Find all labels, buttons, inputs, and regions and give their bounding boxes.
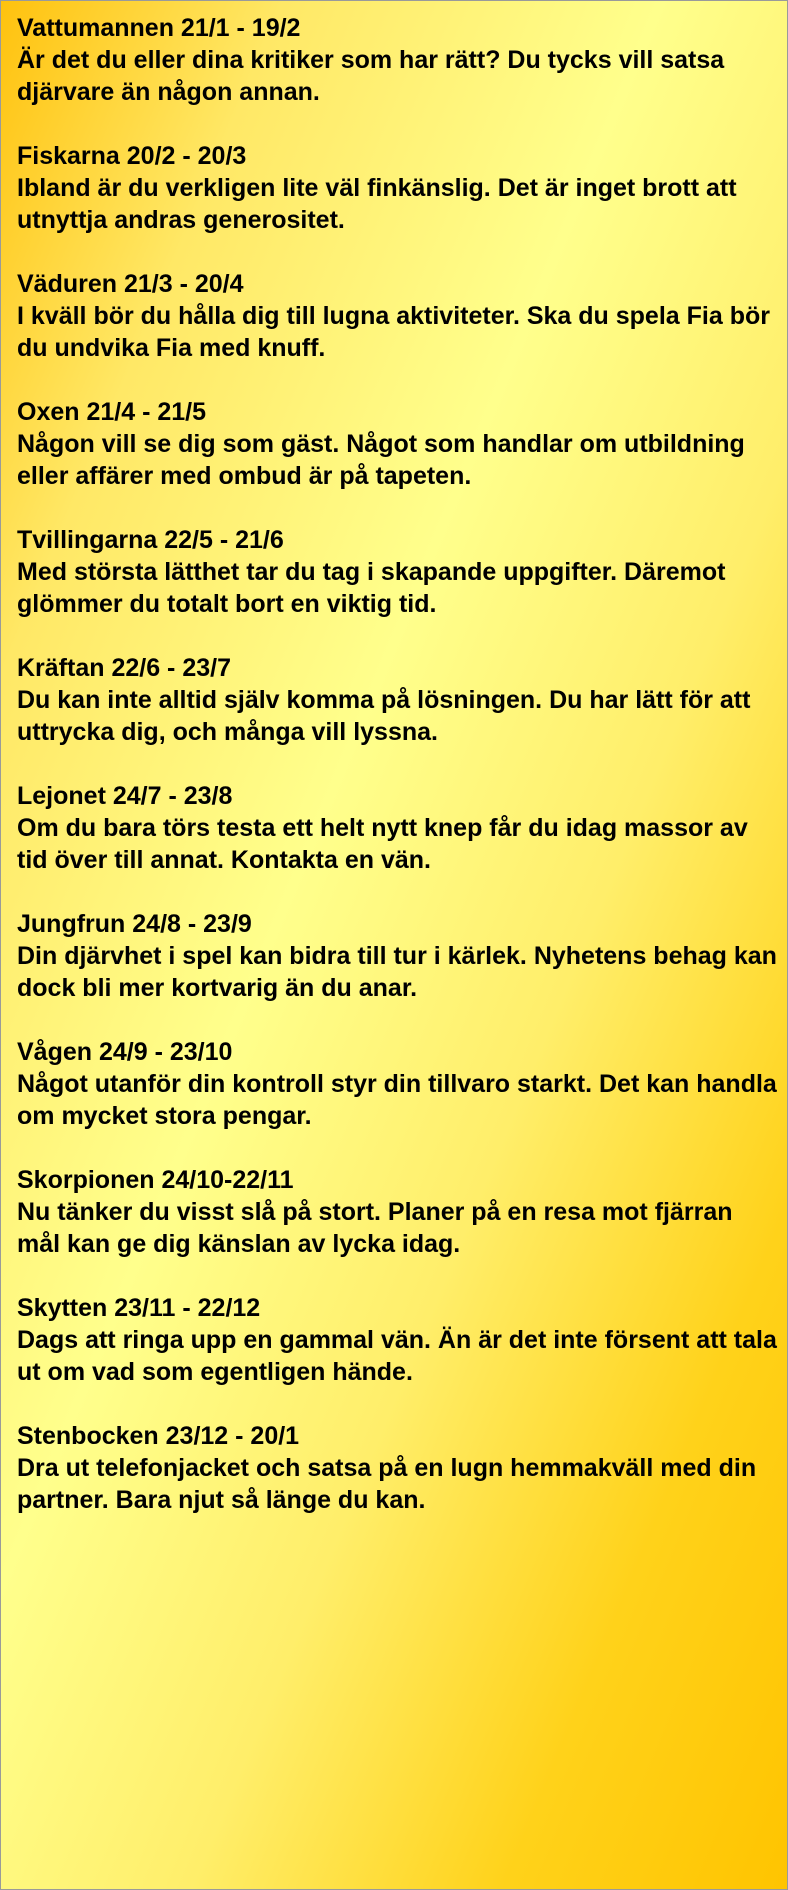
entry-heading: Vågen 24/9 - 23/10 [17,1038,233,1066]
horoscope-entry-vaduren [17,268,777,364]
entry-text: Dags att ringa upp en gammal vän. Än är det inte försent att tala ut om vad som egentligen hände. [17,1326,777,1386]
entry-text: I kväll bör du hålla dig till lugna aktiviteter. Ska du spela Fia bör du undvika Fia med knuff. [17,302,770,362]
horoscope-list [17,12,777,1548]
horoscope-entry-vagen [17,1036,777,1132]
entry-text: Något utanför din kontroll styr din tillvaro starkt. Det kan handla om mycket stora pengar. [17,1070,777,1130]
entry-heading: Tvillingarna 22/5 - 21/6 [17,526,284,554]
entry-heading: Stenbocken 23/12 - 20/1 [17,1422,300,1450]
entry-heading: Lejonet 24/7 - 23/8 [17,782,233,810]
horoscope-entry-stenbocken [17,1420,777,1516]
horoscope-entry-fiskarna [17,140,777,236]
entry-text: Är det du eller dina kritiker som har rätt? Du tycks vill satsa djärvare än någon annan. [17,46,725,106]
entry-text: Dra ut telefonjacket och satsa på en lugn hemmakväll med din partner. Bara njut så länge du kan. [17,1454,757,1514]
horoscope-entry-kraftan [17,652,777,748]
entry-text: Med största lätthet tar du tag i skapande uppgifter. Däremot glömmer du totalt bort en viktig tid. [17,558,726,618]
entry-heading: Kräftan 22/6 - 23/7 [17,654,231,682]
horoscope-entry-lejonet [17,780,777,876]
entry-heading: Väduren 21/3 - 20/4 [17,270,244,298]
horoscope-entry-skorpionen [17,1164,777,1260]
horoscope-entry-vattumannen [17,12,777,108]
entry-heading: Fiskarna 20/2 - 20/3 [17,142,247,170]
horoscope-entry-oxen [17,396,777,492]
entry-text: Nu tänker du visst slå på stort. Planer på en resa mot fjärran mål kan ge dig känslan av lycka idag. [17,1198,733,1258]
horoscope-entry-skytten [17,1292,777,1388]
horoscope-entry-tvillingarna [17,524,777,620]
entry-heading: Skytten 23/11 - 22/12 [17,1294,261,1322]
entry-heading: Oxen 21/4 - 21/5 [17,398,207,426]
entry-text: Om du bara törs testa ett helt nytt knep får du idag massor av tid över till annat. Kontakta en vän. [17,814,748,874]
entry-text: Någon vill se dig som gäst. Något som handlar om utbildning eller affärer med ombud är på tapeten. [17,430,745,490]
entry-heading: Vattumannen 21/1 - 19/2 [17,14,301,42]
entry-text: Du kan inte alltid själv komma på lösningen. Du har lätt för att uttrycka dig, och många vill lyssna. [17,686,751,746]
entry-heading: Jungfrun 24/8 - 23/9 [17,910,252,938]
entry-text: Ibland är du verkligen lite väl finkänslig. Det är inget brott att utnyttja andras generositet. [17,174,737,234]
horoscope-entry-jungfrun [17,908,777,1004]
entry-text: Din djärvhet i spel kan bidra till tur i kärlek. Nyhetens behag kan dock bli mer kortvarig än du anar. [17,942,777,1002]
entry-heading: Skorpionen 24/10-22/11 [17,1166,294,1194]
